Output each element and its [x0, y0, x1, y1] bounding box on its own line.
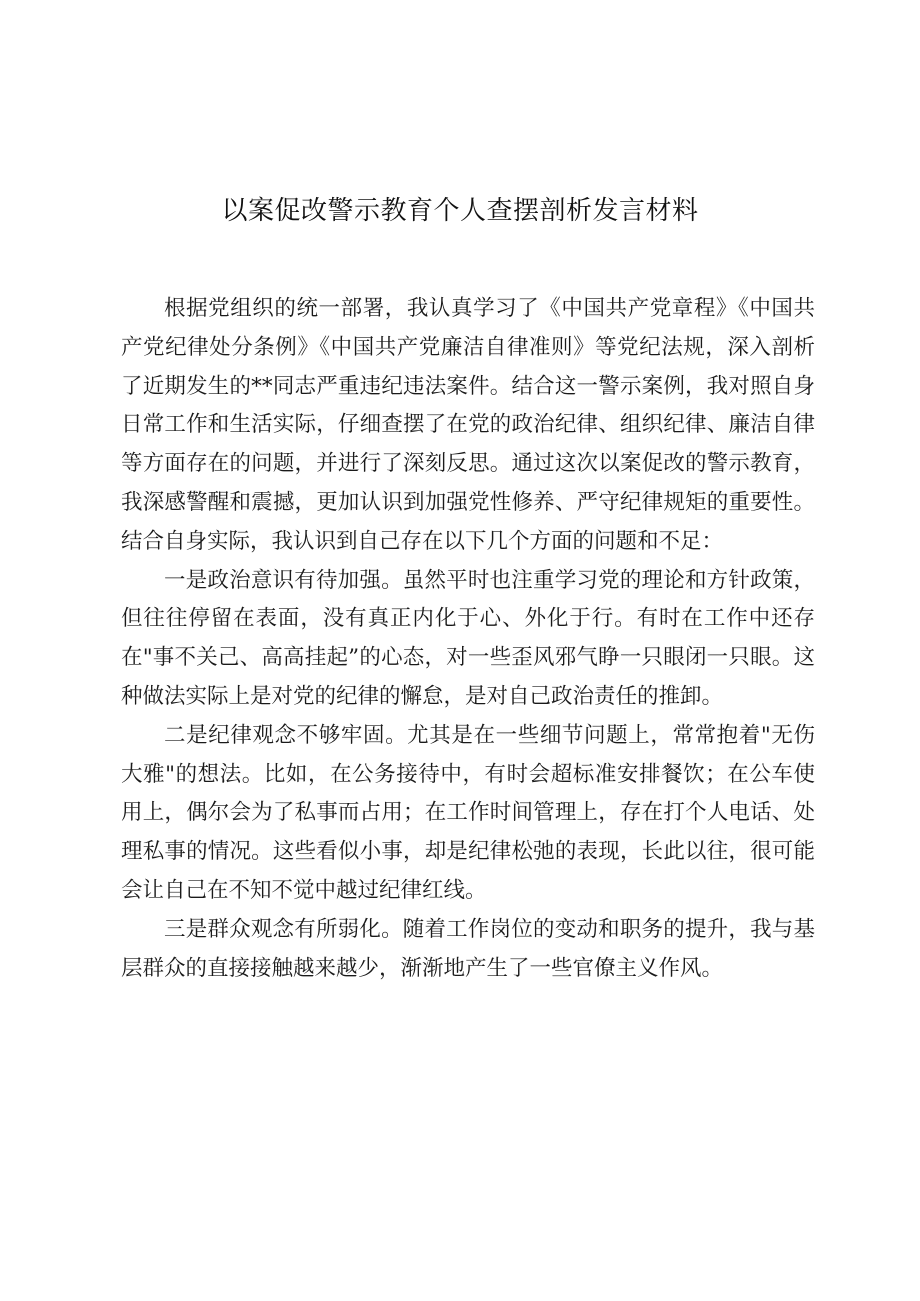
paragraph-point-2: 二是纪律观念不够牢固。尤其是在一些细节问题上，常常抱着"无伤大雅"的想法。比如，在公务接待中，有时会超标准安排餐饮；在公车使用上，偶尔会为了私事而占用；在工作时间管理上，存在打个人电话、处理私事的情况。这些看似小事，却是纪律松弛的表现，长此以往，很可能会让自己在不知不觉中越过纪律红线。 [121, 722, 815, 903]
document-body [121, 290, 815, 988]
paragraph-intro: 根据党组织的统一部署，我认真学习了《中国共产党章程》《中国共产党纪律处分条例》《中国共产党廉洁自律准则》等党纪法规，深入剖析了近期发生的**同志严重违纪违法案件。结合这一警示案例，我对照自身日常工作和生活实际，仔细查摆了在党的政治纪律、组织纪律、廉洁自律等方面存在的问题，并进行了深刻反思。通过这次以案促改的警示教育，我深感警醒和震撼，更加认识到加强党性修养、严守纪律规矩的重要性。结合自身实际，我认识到自己存在以下几个方面的问题和不足： [121, 296, 815, 554]
paragraph-point-1: 一是政治意识有待加强。虽然平时也注重学习党的理论和方针政策，但往往停留在表面，没有真正内化于心、外化于行。有时在工作中还存在"事不关己、高高挂起”的心态，对一些歪风邪气睁一只眼闭一只眼。这种做法实际上是对党的纪律的懈怠，是对自己政治责任的推卸。 [121, 567, 815, 709]
paragraph-point-3: 三是群众观念有所弱化。随着工作岗位的变动和职务的提升，我与基层群众的直接接触越来越少，渐渐地产生了一些官僚主义作风。 [121, 916, 815, 981]
document-title: 以案促改警示教育个人查摆剖析发言材料 [221, 196, 699, 226]
